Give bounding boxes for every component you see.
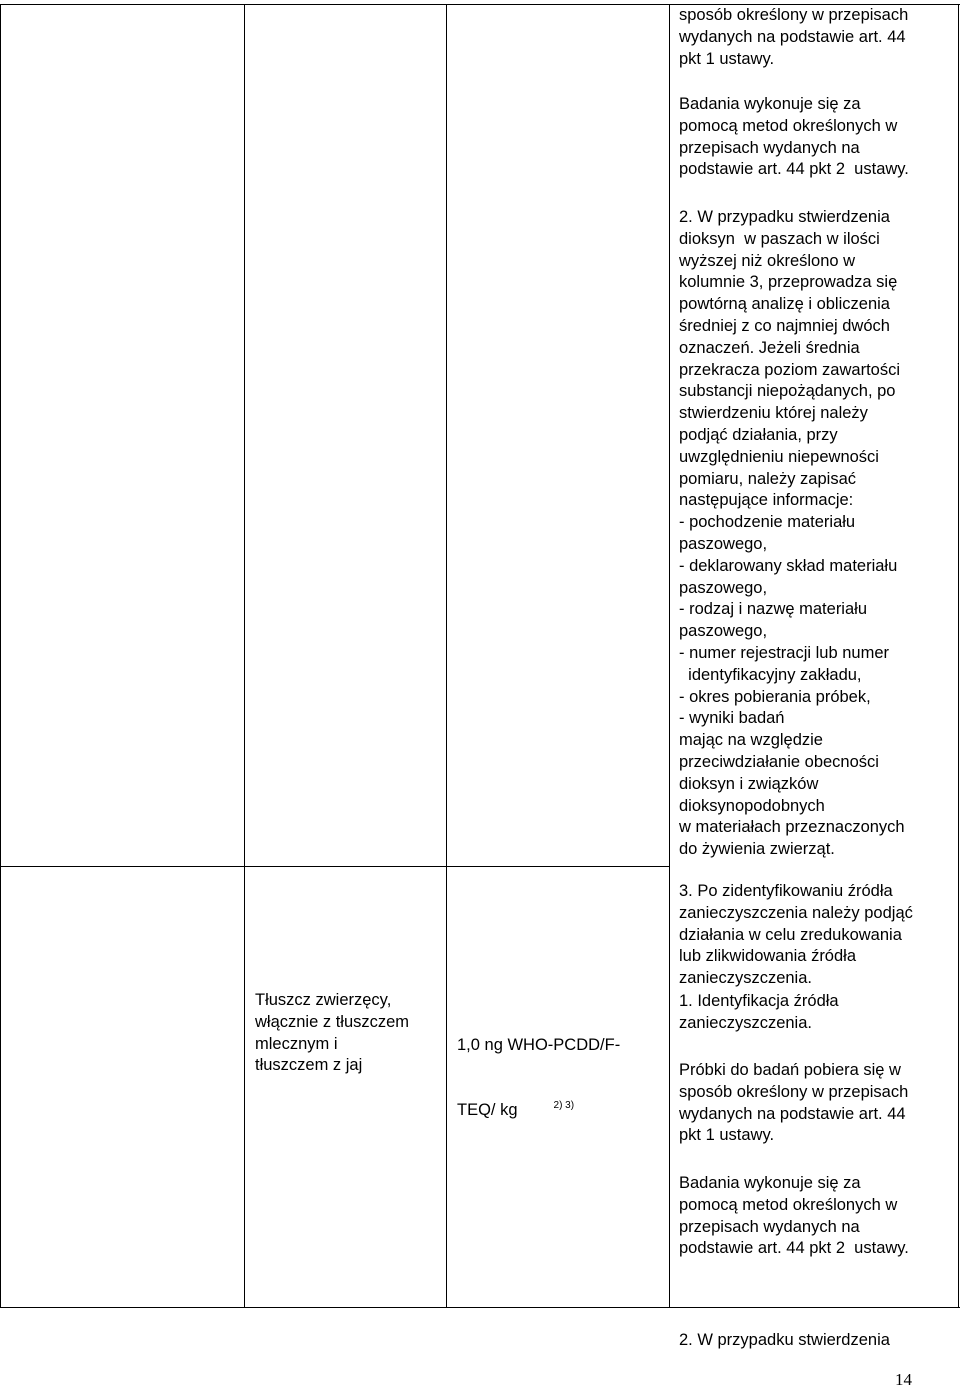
section2-line: mając na względzie	[679, 731, 823, 750]
research-1-line: Badania wykonuje się za	[679, 95, 861, 113]
section2-line: - okres pobierania próbek,	[679, 687, 871, 706]
top-block-line: pkt 1 ustawy.	[679, 49, 775, 68]
section2-line: identyfikacyjny zakładu,	[679, 665, 862, 684]
level-line-1: 1,0 ng WHO-PCDD/F-	[457, 1035, 621, 1054]
research-1-line: przepisach wydanych na	[679, 138, 860, 157]
section2-line: następujące informacje:	[679, 491, 854, 510]
research-1-line: podstawie art. 44 pkt 2 ustawy.	[679, 160, 909, 179]
section2-line: wyższej niż określono w	[679, 251, 856, 270]
section2-line: paszowego,	[679, 534, 768, 553]
identification-line: 1. Identyfikacja źródła	[679, 992, 839, 1010]
section3-line: działania w celu zredukowania	[679, 925, 902, 944]
substance-line: mlecznym i	[255, 1034, 338, 1053]
column-divider-2	[446, 4, 447, 1308]
table-border-left	[0, 4, 1, 1308]
section2-line: do żywienia zwierząt.	[679, 840, 835, 859]
sampling-line: sposób określony w przepisach	[679, 1082, 909, 1101]
section2-line: pomiaru, należy zapisać	[679, 469, 857, 488]
right-section2-block	[679, 207, 905, 861]
research-2-line: Badania wykonuje się za	[679, 1174, 861, 1192]
section2-line: dioksynopodobnych	[679, 796, 825, 815]
research-1-line: pomocą metod określonych w	[679, 116, 898, 135]
section2-line: - wyniki badań	[679, 709, 785, 728]
section2-line: w materiałach przeznaczonych	[679, 818, 905, 837]
right-identification-block	[679, 991, 839, 1035]
right-sampling-block	[679, 1060, 908, 1147]
row-divider	[0, 866, 670, 867]
section3-line: zanieczyszczenia należy podjąć	[679, 903, 913, 922]
top-block-line: wydanych na podstawie art. 44	[679, 27, 906, 46]
identification-line: zanieczyszczenia.	[679, 1013, 812, 1032]
top-block-line: sposób określony w przepisach	[679, 6, 909, 24]
level-cell-text	[457, 991, 620, 1146]
section2-line: 2. W przypadku stwierdzenia	[679, 208, 890, 226]
substance-line: tłuszczem z jaj	[255, 1056, 363, 1075]
section2-line: powtórną analizę i obliczenia	[679, 295, 890, 314]
bottom-line-text: 2. W przypadku stwierdzenia	[679, 1330, 890, 1349]
right-research-block-1	[679, 94, 909, 181]
section2-line: uwzględnieniu niepewności	[679, 447, 879, 466]
section2-line: przekracza poziom zawartości	[679, 360, 900, 379]
sampling-line: pkt 1 ustawy.	[679, 1126, 775, 1145]
section2-line: średniej z co najmniej dwóch	[679, 316, 890, 335]
section2-line: paszowego,	[679, 578, 768, 597]
section2-line: stwierdzeniu której należy	[679, 404, 868, 423]
level-unit: TEQ/ kg	[457, 1100, 518, 1119]
section2-line: podjąć działania, przy	[679, 425, 838, 444]
section2-line: kolumnie 3, przeprowadza się	[679, 273, 898, 292]
research-2-line: pomocą metod określonych w	[679, 1195, 898, 1214]
section3-line: lub zlikwidowania źródła	[679, 947, 857, 966]
research-2-line: podstawie art. 44 pkt 2 ustawy.	[679, 1239, 909, 1258]
section2-line: dioksyn i związków	[679, 774, 819, 793]
column-divider-3	[669, 4, 670, 1308]
level-footnote: 2) 3)	[553, 1099, 575, 1111]
section3-line: 3. Po zidentyfikowaniu źródła	[679, 882, 893, 900]
section2-line: dioksyn w paszach w ilości	[679, 229, 880, 248]
section2-line: paszowego,	[679, 622, 768, 641]
level-line-2	[457, 1100, 620, 1124]
right-research-block-2	[679, 1173, 909, 1260]
section2-line: - rodzaj i nazwę materiału	[679, 600, 867, 619]
column-divider-1	[244, 4, 245, 1308]
right-bottom-line	[679, 1286, 890, 1373]
section3-line: zanieczyszczenia.	[679, 969, 812, 988]
research-2-line: przepisach wydanych na	[679, 1217, 860, 1236]
substance-line: Tłuszcz zwierzęcy,	[255, 991, 392, 1009]
substance-line: włącznie z tłuszczem	[255, 1012, 410, 1031]
substance-cell-text	[255, 990, 409, 1077]
section2-line: - numer rejestracji lub numer	[679, 643, 889, 662]
section2-line: - pochodzenie materiału	[679, 513, 856, 532]
sampling-line: Próbki do badań pobiera się w	[679, 1061, 901, 1079]
table-border-right	[958, 4, 959, 1308]
section2-line: przeciwdziałanie obecności	[679, 752, 879, 771]
section2-line: substancji niepożądanych, po	[679, 382, 896, 401]
page-number: 14	[895, 1370, 912, 1389]
right-top-block	[679, 5, 908, 70]
section2-line: - deklarowany skład materiału	[679, 556, 898, 575]
sampling-line: wydanych na podstawie art. 44	[679, 1104, 906, 1123]
right-section3-block	[679, 881, 913, 990]
section2-line: oznaczeń. Jeżeli średnia	[679, 338, 860, 357]
